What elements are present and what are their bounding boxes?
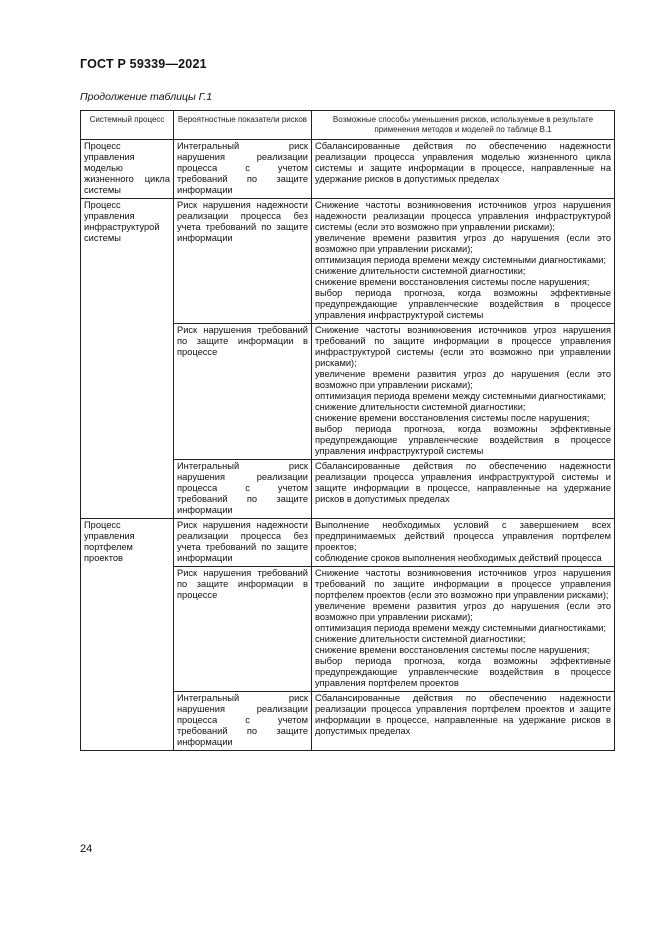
document-header: ГОСТ Р 59339—2021 — [80, 57, 207, 71]
methods-cell: Сбалансированные действия по обеспечению надежности реализации процесса управления моделью жизненного цикла системы и защите информации в процессе, направленные на удержание рисков в допустимых пределах — [312, 140, 615, 199]
risk-table — [80, 110, 615, 751]
indicator-cell: Риск нарушения надежности реализации процесса без учета требований по защите информации — [174, 519, 312, 567]
column-header-methods: Возможные способы уменьшения рисков, используемые в результате применения методов и моделей по таблице В.1 — [312, 111, 615, 140]
indicator-cell: Интегральный риск нарушения реализации процесса с учетом требований по защите информации — [174, 692, 312, 751]
indicator-cell: Интегральный риск нарушения реализации процесса с учетом требований по защите информации — [174, 460, 312, 519]
methods-cell: Сбалансированные действия по обеспечению надежности реализации процесса управления портфелем проектов и защите информации в процессе, направленные на удержание рисков в допустимых пределах — [312, 692, 615, 751]
indicator-cell: Риск нарушения надежности реализации процесса без учета требований по защите информации — [174, 199, 312, 324]
methods-cell: Снижение частоты возникновения источников угроз нарушения требований по защите информации в процессе управления портфелем проектов (если это возможно при управлении рисками); увеличение времени развития угроз до нарушения (если это возможно при управлении рисками); оптимизация периода времени между системными диагностиками; снижение длительности системной диагностики; снижение времени восстановления системы после нарушения; выбор периода прогноза, когда возможны эффективные предупреждающие управленческие воздействия в процессе управления портфелем проектов — [312, 567, 615, 692]
table-row — [81, 199, 615, 324]
column-header-indicators: Вероятностные показатели рисков — [174, 111, 312, 140]
table-row — [81, 140, 615, 199]
process-cell: Процесс управления моделью жизненного цикла системы — [81, 140, 174, 199]
methods-cell: Сбалансированные действия по обеспечению надежности реализации процесса управления инфраструктурой системы и защите информации в процессе, направленные на удержание рисков в допустимых пределах — [312, 460, 615, 519]
process-cell: Процесс управления инфраструктурой системы — [81, 199, 174, 519]
indicator-cell: Риск нарушения требований по защите информации в процессе — [174, 324, 312, 460]
process-cell: Процесс управления портфелем проектов — [81, 519, 174, 751]
page-number: 24 — [80, 843, 93, 855]
methods-cell: Снижение частоты возникновения источников угроз нарушения надежности реализации процесса управления инфраструктурой системы (если это возможно при управлении рисками); увеличение времени развития угроз до нарушения (если это возможно при управлении рисками); оптимизация периода времени между системными диагностиками; снижение длительности системной диагностики; снижение времени восстановления системы после нарушения; выбор периода прогноза, когда возможны эффективные предупреждающие управленческие воздействия в процессе управления инфраструктурой системы — [312, 199, 615, 324]
indicator-cell: Риск нарушения требований по защите информации в процессе — [174, 567, 312, 692]
table-header-row — [81, 111, 615, 140]
methods-cell: Выполнение необходимых условий с завершением всех предпринимаемых действий процесса управления портфелем проектов; соблюдение сроков выполнения необходимых действий процесса — [312, 519, 615, 567]
table-row — [81, 519, 615, 567]
column-header-process: Системный процесс — [81, 111, 174, 140]
indicator-cell: Интегральный риск нарушения реализации процесса с учетом требований по защите информации — [174, 140, 312, 199]
table-caption: Продолжение таблицы Г.1 — [80, 91, 213, 103]
methods-cell: Снижение частоты возникновения источников угроз нарушения требований по защите информации в процессе управления инфраструктурой системы (если это возможно при управлении рисками); увеличение времени развития угроз до нарушения (если это возможно при управлении рисками); оптимизация периода времени между системными диагностиками; снижение длительности системной диагностики; снижение времени восстановления системы после нарушения; выбор периода прогноза, когда возможны эффективные предупреждающие управленческие воздействия в процессе управления инфраструктурой системы — [312, 324, 615, 460]
